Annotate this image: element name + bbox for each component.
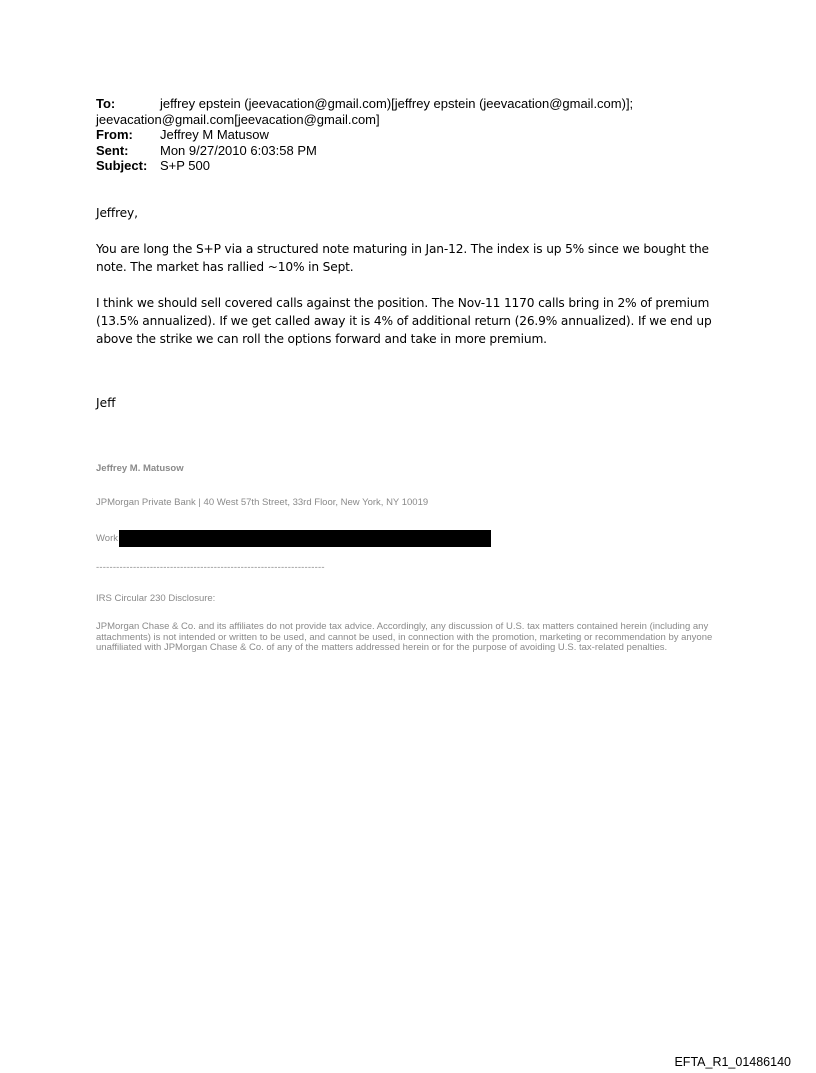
to-label: To:: [96, 96, 116, 111]
to-continuation: jeevacation@gmail.com[jeevacation@gmail.com]: [96, 111, 380, 127]
signoff: Jeff: [96, 396, 116, 410]
irs-heading: IRS Circular 230 Disclosure:: [96, 593, 216, 604]
email-body: [96, 204, 726, 348]
greeting: Jeffrey,: [96, 206, 138, 220]
signature-divider: --------------------------------------------------------------------: [96, 562, 325, 573]
from-label: From:: [96, 127, 133, 142]
body-paragraph-1: You are long the S+P via a structured note maturing in Jan-12. The index is up 5% since we bought the note. The market has rallied ~10% in Sept.: [96, 242, 709, 274]
signature-address: JPMorgan Private Bank | 40 West 57th Street, 33rd Floor, New York, NY 10019: [96, 497, 429, 508]
signature-work-row: [96, 530, 491, 547]
email-header: [96, 96, 736, 174]
to-value: jeffrey epstein (jeevacation@gmail.com)[jeffrey epstein (jeevacation@gmail.com)];: [160, 96, 634, 111]
redaction-block: [119, 530, 491, 547]
subject-label: Subject:: [96, 158, 148, 173]
body-paragraph-2: I think we should sell covered calls against the position. The Nov-11 1170 calls bring in 2% of premium (13.5% annualized). If we get called away it is 4% of additional return (26.9% annualized). If we end up above the strike we can roll the options forward and take in more premium.: [96, 296, 712, 346]
from-row: [96, 127, 736, 143]
tax-disclaimer: JPMorgan Chase & Co. and its affiliates do not provide tax advice. Accordingly, any discussion of U.S. tax matters contained herein (including any attachments) is not intended or written to be used, and cannot be used, in connection with the promotion, marketing or recommendation by anyone unaffiliated with JPMorgan Chase & Co. of any of the matters addressed herein or for the purpose of avoiding U.S. tax-related penalties.: [96, 621, 713, 653]
from-value: Jeffrey M Matusow: [160, 127, 269, 142]
subject-value: S+P 500: [160, 158, 211, 173]
work-label: Work: [96, 533, 118, 544]
subject-row: [96, 158, 736, 174]
sent-value: Mon 9/27/2010 6:03:58 PM: [160, 142, 317, 158]
document-id: EFTA_R1_01486140: [674, 1055, 791, 1069]
to-row: [96, 96, 736, 127]
sent-row: [96, 143, 736, 159]
sent-label: Sent:: [96, 142, 129, 158]
signature-name: Jeffrey M. Matusow: [96, 463, 184, 474]
